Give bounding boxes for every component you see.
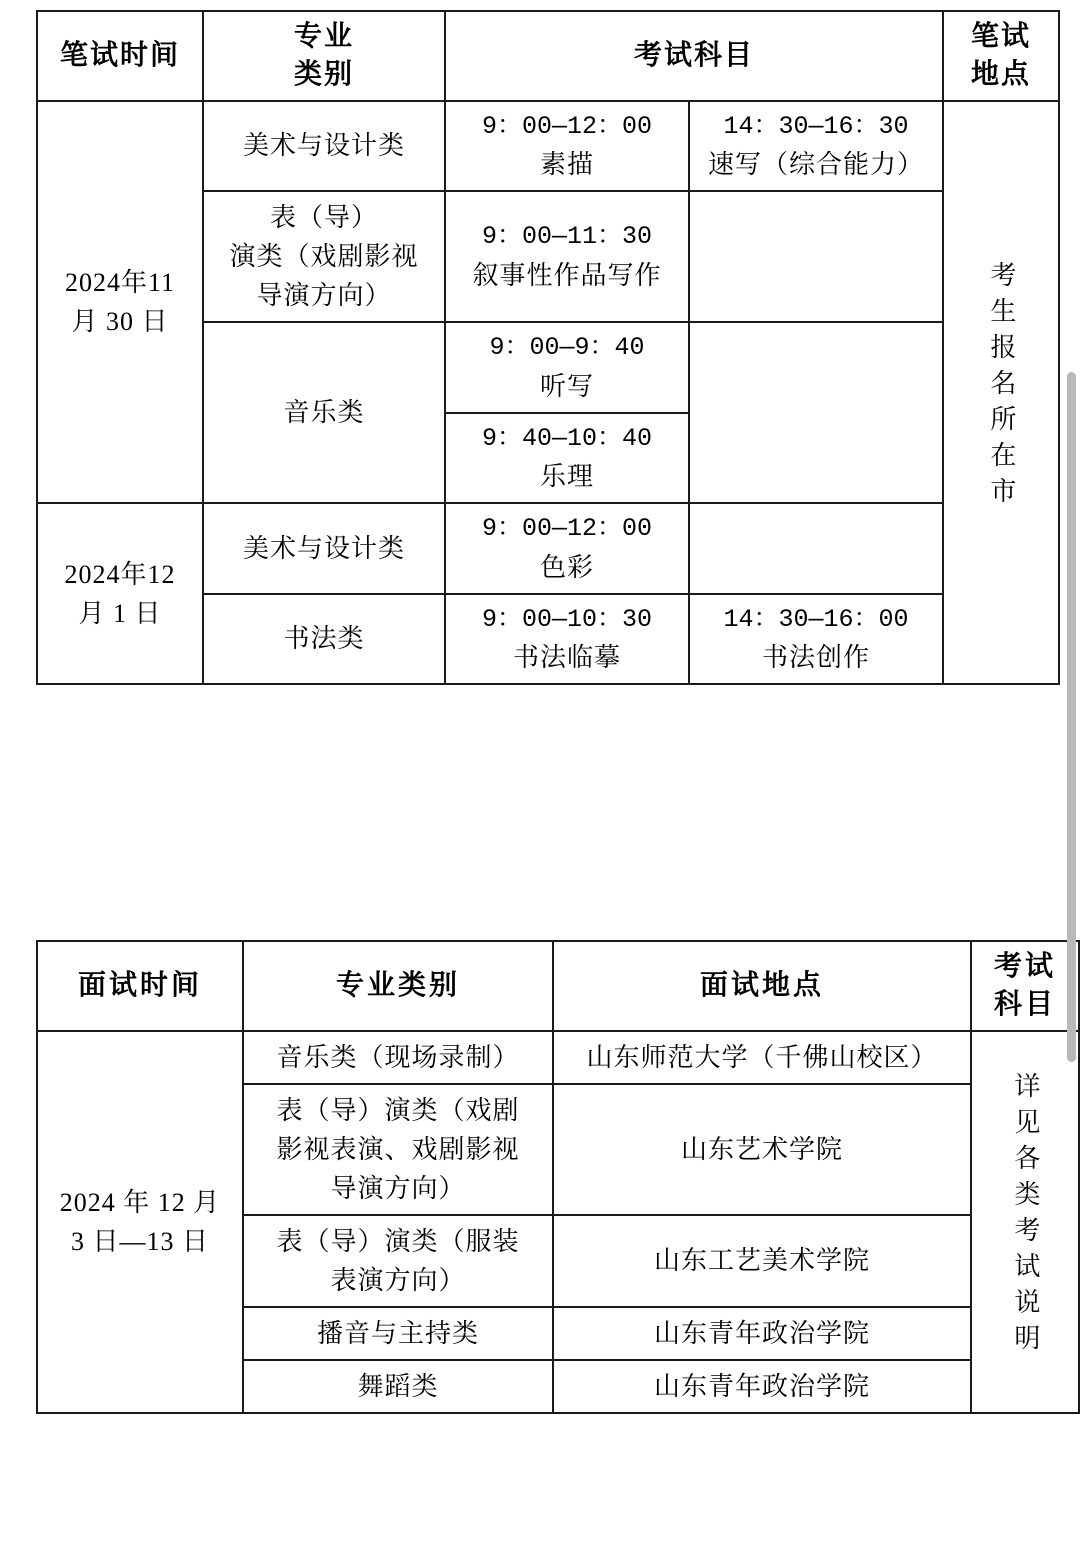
cell-date-1 (37, 101, 203, 504)
cell-category-art-design-2: 美术与设计类 (203, 503, 445, 594)
cell-subject-color (445, 503, 689, 594)
header-exam-subject: 考试科目 (445, 11, 943, 101)
cell-interview-category-performance-line1: 表（导）演类（戏剧 (276, 1095, 520, 1125)
header-written-place-line2: 地点 (971, 58, 1032, 90)
cell-subject-musictheory-name: 乐理 (539, 462, 594, 492)
vertical-scrollbar[interactable] (1067, 372, 1076, 1062)
cell-interview-category-performance-line3: 导演方向） (330, 1173, 466, 1203)
header-interview-place: 面试地点 (553, 941, 971, 1031)
cell-subject-narrative-writing (445, 191, 689, 322)
cell-date-2 (37, 503, 203, 684)
cell-date-2-line1: 2024年12 (64, 559, 176, 589)
header-major-category-line2: 类别 (293, 58, 354, 90)
cell-subject-calligraphy-create (689, 594, 943, 685)
header-written-place (943, 11, 1059, 101)
cell-date-2-line2: 月 1 日 (78, 598, 162, 628)
cell-interview-category-costume (243, 1215, 553, 1307)
cell-interview-place-sdnu: 山东师范大学（千佛山校区） (553, 1031, 971, 1084)
cell-category-performance-direction-line3: 导演方向） (256, 281, 392, 311)
cell-subject-musictheory-time: 9：40—10：40 (481, 423, 653, 453)
cell-subject-sketch-name: 素描 (539, 150, 594, 180)
cell-subject-narrative-writing-time: 9：00—11：30 (481, 222, 653, 252)
cell-subject-calligraphy-copy-time: 9：00—10：30 (481, 604, 653, 634)
cell-interview-subject-note (971, 1031, 1079, 1413)
cell-category-performance-direction-line2: 演类（戏剧影视 (229, 242, 419, 272)
cell-interview-date (37, 1031, 243, 1413)
cell-subject-empty-1 (689, 191, 943, 322)
header-interview-subject-line1: 考试 (993, 951, 1056, 982)
cell-subject-dictation-time: 9：00—9：40 (489, 333, 645, 363)
cell-interview-date-line1: 2024 年 12 月 (59, 1187, 221, 1217)
cell-interview-category-broadcasting: 播音与主持类 (243, 1307, 553, 1360)
cell-written-place-text: 考生报名所在市 (986, 260, 1016, 513)
table-row (37, 503, 1059, 594)
cell-interview-category-costume-line2: 表演方向） (330, 1265, 466, 1295)
cell-subject-sketch-time: 9：00—12：00 (481, 111, 653, 141)
cell-written-place (943, 101, 1059, 685)
table-row (37, 1031, 1079, 1084)
cell-subject-calligraphy-copy (445, 594, 689, 685)
cell-category-performance-direction-line1: 表（导） (269, 203, 378, 233)
header-written-time: 笔试时间 (37, 11, 203, 101)
header-interview-time: 面试时间 (37, 941, 243, 1031)
cell-subject-musictheory (445, 413, 689, 504)
header-major-category-line1: 专业 (293, 21, 354, 52)
cell-subject-calligraphy-create-name: 书法创作 (762, 643, 871, 673)
written-exam-table (36, 10, 1060, 685)
cell-date-1-line2: 月 30 日 (71, 306, 169, 336)
cell-subject-speedsketch (689, 101, 943, 192)
cell-category-music: 音乐类 (203, 322, 445, 503)
cell-subject-color-time: 9：00—12：00 (481, 514, 653, 544)
cell-interview-date-line2: 3 日—13 日 (70, 1226, 209, 1256)
cell-interview-place-sdart: 山东艺术学院 (553, 1084, 971, 1215)
table-header-row (37, 941, 1079, 1031)
header-interview-category: 专业类别 (243, 941, 553, 1031)
cell-subject-calligraphy-copy-name: 书法临摹 (512, 643, 621, 673)
cell-interview-category-dance: 舞蹈类 (243, 1360, 553, 1413)
cell-subject-dictation-name: 听写 (539, 371, 594, 401)
interview-exam-table (36, 940, 1080, 1414)
cell-subject-narrative-writing-name: 叙事性作品写作 (472, 260, 662, 290)
cell-subject-empty-3 (689, 503, 943, 594)
cell-category-calligraphy: 书法类 (203, 594, 445, 685)
cell-interview-category-performance (243, 1084, 553, 1215)
cell-interview-place-sdyu-1: 山东青年政治学院 (553, 1307, 971, 1360)
cell-subject-sketch (445, 101, 689, 192)
cell-subject-calligraphy-create-time: 14：30—16：00 (723, 604, 909, 634)
cell-subject-color-name: 色彩 (539, 552, 594, 582)
cell-subject-dictation (445, 322, 689, 413)
cell-category-art-design-1: 美术与设计类 (203, 101, 445, 192)
cell-subject-speedsketch-time: 14：30—16：30 (723, 111, 909, 141)
header-interview-subject-line2: 科目 (993, 988, 1056, 1020)
cell-interview-category-music: 音乐类（现场录制） (243, 1031, 553, 1084)
cell-date-1-line1: 2024年11 (64, 267, 176, 297)
cell-interview-category-costume-line1: 表（导）演类（服装 (276, 1226, 520, 1256)
cell-subject-speedsketch-name: 速写（综合能力） (708, 150, 925, 180)
table-row (37, 101, 1059, 192)
cell-subject-empty-2 (689, 322, 943, 503)
cell-interview-place-sdyu-2: 山东青年政治学院 (553, 1360, 971, 1413)
cell-interview-place-sdada: 山东工艺美术学院 (553, 1215, 971, 1307)
cell-interview-category-performance-line2: 影视表演、戏剧影视 (276, 1134, 520, 1164)
header-interview-subject (971, 941, 1079, 1031)
header-written-place-line1: 笔试 (971, 21, 1032, 52)
table-header-row (37, 11, 1059, 101)
cell-interview-subject-note-text: 详见各类考试说明 (1010, 1072, 1040, 1361)
header-major-category (203, 11, 445, 101)
cell-category-performance-direction (203, 191, 445, 322)
